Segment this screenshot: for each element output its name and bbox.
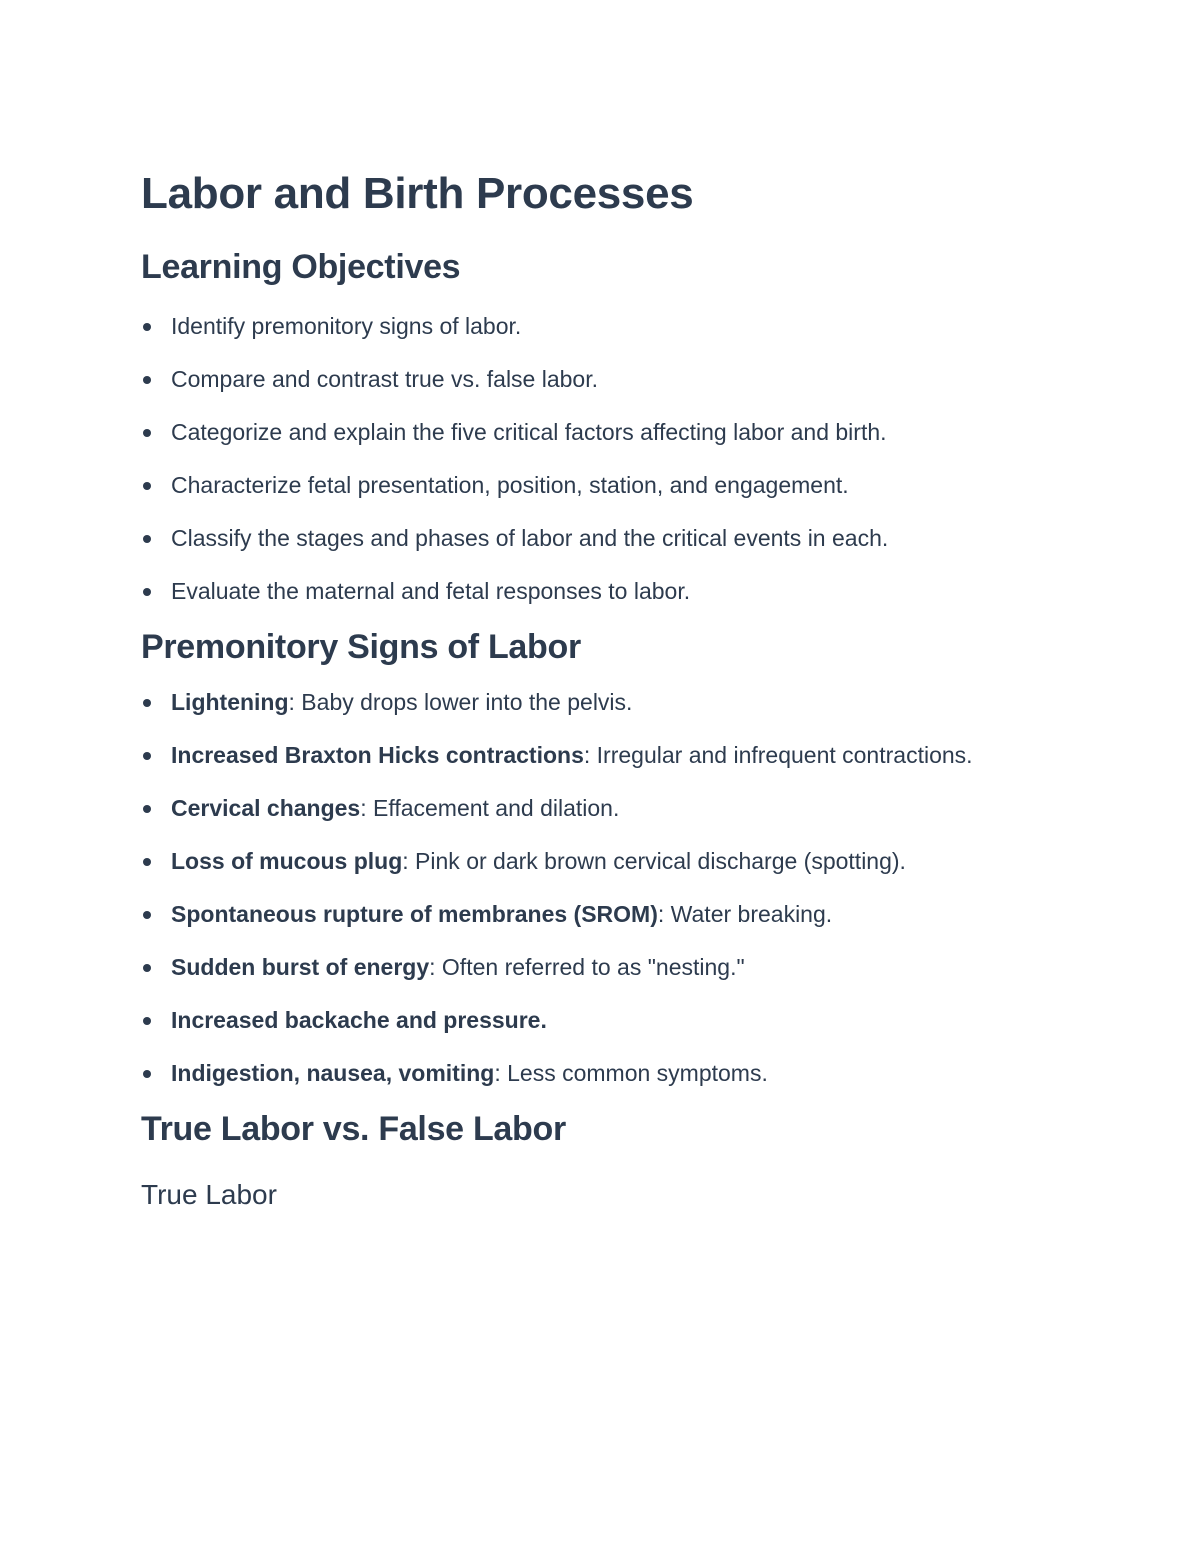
- sign-term: Loss of mucous plug: [171, 848, 403, 874]
- sign-term: Cervical changes: [171, 795, 361, 821]
- learning-objectives-heading: Learning Objectives: [141, 248, 461, 286]
- sign-term: Sudden burst of energy: [171, 954, 430, 980]
- true-vs-false-labor-heading: True Labor vs. False Labor: [141, 1110, 566, 1148]
- sign-description: : Water breaking.: [657, 901, 833, 927]
- true-labor-subheading: True Labor: [141, 1179, 277, 1210]
- bullet-icon: [143, 1070, 151, 1078]
- sign-description: : Pink or dark brown cervical discharge (spotting).: [402, 848, 906, 874]
- bullet-icon: [143, 911, 151, 919]
- list-item: [141, 789, 1061, 828]
- list-item: [141, 1001, 1061, 1040]
- bullet-icon: [143, 429, 151, 437]
- sign-description: : Irregular and infrequent contractions.: [583, 742, 973, 768]
- list-item: [141, 519, 1061, 558]
- list-item: [141, 360, 1061, 399]
- sign-description: : Baby drops lower into the pelvis.: [288, 689, 633, 715]
- objective-text: Characterize fetal presentation, position, station, and engagement.: [171, 472, 849, 498]
- sign-description: : Effacement and dilation.: [360, 795, 620, 821]
- objective-text: Compare and contrast true vs. false labor.: [171, 366, 598, 392]
- bullet-icon: [143, 482, 151, 490]
- bullet-icon: [143, 588, 151, 596]
- bullet-icon: [143, 858, 151, 866]
- bullet-icon: [143, 1017, 151, 1025]
- list-item: [141, 307, 1061, 346]
- list-item: [141, 948, 1061, 987]
- objective-text: Classify the stages and phases of labor and the critical events in each.: [171, 525, 889, 551]
- sign-term: Increased backache and pressure.: [171, 1007, 547, 1033]
- bullet-icon: [143, 964, 151, 972]
- sign-term: Indigestion, nausea, vomiting: [171, 1060, 495, 1086]
- premonitory-signs-heading: Premonitory Signs of Labor: [141, 628, 581, 666]
- list-item: [141, 413, 1061, 452]
- list-item: [141, 842, 1061, 881]
- premonitory-signs-list: [141, 683, 1061, 1093]
- document-page: [141, 165, 1061, 1213]
- bullet-icon: [143, 752, 151, 760]
- sign-term: Spontaneous rupture of membranes (SROM): [171, 901, 658, 927]
- page-title: Labor and Birth Processes: [141, 169, 694, 218]
- objective-text: Categorize and explain the five critical factors affecting labor and birth.: [171, 419, 887, 445]
- list-item: [141, 683, 1061, 722]
- list-item: [141, 572, 1061, 611]
- bullet-icon: [143, 805, 151, 813]
- bullet-icon: [143, 699, 151, 707]
- list-item: [141, 736, 1061, 775]
- sign-term: Increased Braxton Hicks contractions: [171, 742, 584, 768]
- sign-description: : Often referred to as "nesting.": [429, 954, 745, 980]
- list-item: [141, 895, 1061, 934]
- list-item: [141, 466, 1061, 505]
- bullet-icon: [143, 535, 151, 543]
- learning-objectives-list: [141, 307, 1061, 611]
- bullet-icon: [143, 323, 151, 331]
- sign-term: Lightening: [171, 689, 289, 715]
- objective-text: Evaluate the maternal and fetal responses to labor.: [171, 578, 691, 604]
- objective-text: Identify premonitory signs of labor.: [171, 313, 522, 339]
- sign-description: : Less common symptoms.: [494, 1060, 768, 1086]
- list-item: [141, 1054, 1061, 1093]
- bullet-icon: [143, 376, 151, 384]
